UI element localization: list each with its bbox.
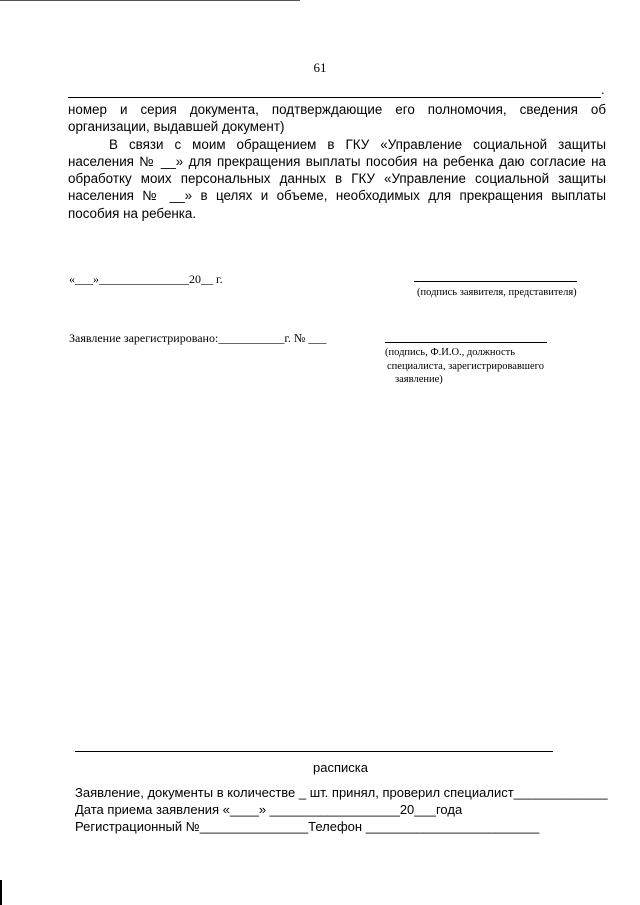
top-fill-line bbox=[68, 97, 601, 98]
applicant-signature-caption: (подпись заявителя, представителя) bbox=[417, 287, 577, 298]
scan-top-edge bbox=[0, 0, 300, 1]
receipt-date-line: Дата приема заявления «____» __________________20___года bbox=[75, 802, 463, 817]
top-fill-line-period: . bbox=[601, 82, 605, 97]
registration-line: Заявление зарегистрировано:___________г. № ___ bbox=[69, 331, 327, 345]
personal-data-consent-paragraph: В связи с моим обращением в ГКУ «Управление социальной защиты населения № __» для прекращения выплаты пособия на ребенка даю согласие на обработку моих персональных данных в ГКУ «Управление социальной защиты населения № __» в целях и объеме, необходимых для прекращения выплаты пособия на ребенка. bbox=[68, 136, 606, 221]
specialist-signature-line bbox=[385, 342, 547, 343]
signature-date-line: «___»_______________20__ г. bbox=[69, 272, 223, 286]
receipt-registration-line: Регистрационный №_______________Телефон ________________________ bbox=[75, 819, 540, 834]
receipt-separator-line bbox=[75, 751, 553, 752]
document-fields-continuation: номер и серия документа, подтверждающие его полномочия, сведения об организации, выдавшей документ) bbox=[68, 102, 606, 135]
specialist-signature-caption: (подпись, Ф.И.О., должность специалиста, зарегистрировавшего заявление) bbox=[385, 347, 544, 385]
scan-left-edge-mark bbox=[0, 880, 2, 905]
page-number: 61 bbox=[313, 60, 327, 75]
receipt-documents-line: Заявление, документы в количестве _ шт. принял, проверил специалист_____________ bbox=[75, 785, 608, 800]
document-body-text bbox=[68, 101, 606, 222]
receipt-title: расписка bbox=[313, 760, 368, 775]
applicant-signature-line bbox=[414, 281, 577, 282]
